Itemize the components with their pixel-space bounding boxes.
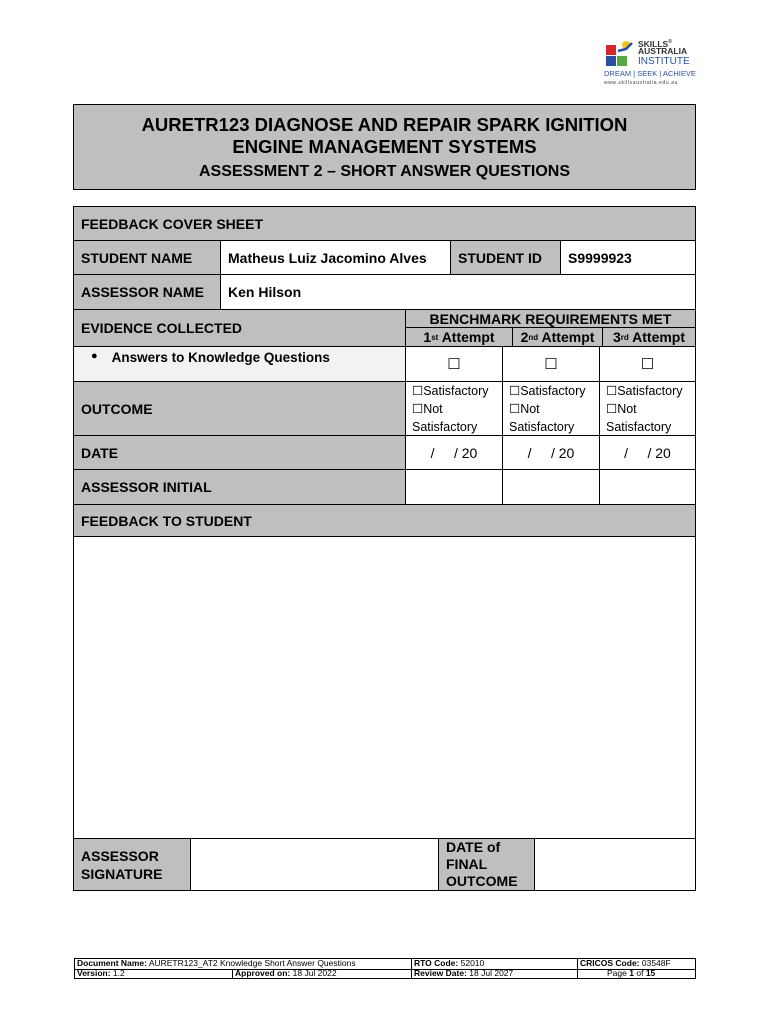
review-value: 18 Jul 2027 [469, 968, 514, 978]
logo-line2: AUSTRALIA [638, 46, 688, 56]
evidence-item [73, 346, 406, 382]
attempt-2-suffix: nd [528, 332, 539, 342]
title-line2: ENGINE MANAGEMENT SYSTEMS [232, 136, 537, 157]
title-line1: AURETR123 DIAGNOSE AND REPAIR SPARK IGNITION [141, 114, 628, 135]
cricos-value: 03548F [641, 958, 671, 968]
date-final-outcome-field[interactable] [534, 838, 696, 891]
evidence-collected-label: EVIDENCE COLLECTED [73, 309, 406, 347]
approved-label: Approved on: [235, 968, 291, 978]
outcome-3-not-satisfactory: Satisfactory [606, 419, 672, 434]
attempt-1-suffix: st [431, 332, 439, 342]
version-value: 1.2 [112, 968, 125, 978]
review-label: Review Date: [414, 968, 467, 978]
attempt-3-num: 3 [612, 329, 621, 345]
outcome-1-satisfactory[interactable]: ☐Satisfactory [412, 383, 489, 398]
attempt-1-label: Attempt [438, 329, 495, 345]
attempt-1-num: 1 [423, 329, 432, 345]
attempt-3-checkbox[interactable]: ☐ [599, 346, 696, 382]
logo-line3: INSTITUTE [638, 56, 690, 67]
logo-url: www.skillsaustralia.edu.au [604, 80, 678, 86]
outcome-3-satisfactory[interactable]: ☐Satisfactory [606, 383, 683, 398]
footer-review [414, 969, 513, 979]
page-num: 1 [629, 968, 634, 978]
assessor-name-value[interactable]: Ken Hilson [220, 274, 696, 310]
assessor-initial-label: ASSESSOR INITIAL [73, 469, 406, 505]
outcome-2-satisfactory[interactable]: ☐Satisfactory [509, 383, 586, 398]
date-label: DATE [73, 435, 406, 470]
feedback-to-student-label: FEEDBACK TO STUDENT [73, 504, 696, 537]
date-final-line2: FINAL [446, 856, 488, 872]
student-name-value[interactable]: Matheus Luiz Jacomino Alves [220, 240, 451, 275]
date-final-line3: OUTCOME [446, 873, 518, 889]
student-id-label: STUDENT ID [450, 240, 561, 275]
page-label: Page [607, 968, 627, 978]
outcome-1-not[interactable]: ☐Not [412, 401, 443, 416]
doc-name-value: AURETR123_AT2 Knowledge Short Answer Questions [148, 958, 356, 968]
footer [74, 958, 696, 979]
assessor-initial-2[interactable] [502, 469, 600, 505]
attempt-3-suffix: rd [620, 332, 629, 342]
rto-value: 52010 [460, 958, 485, 968]
outcome-2-not[interactable]: ☐Not [509, 401, 540, 416]
outcome-2-not-satisfactory: Satisfactory [509, 419, 575, 434]
assessor-initial-3[interactable] [599, 469, 696, 505]
attempt-3-header [602, 327, 696, 347]
version-label: Version: [77, 968, 111, 978]
assessor-signature-field[interactable] [190, 838, 439, 891]
of-label: of [636, 968, 644, 978]
title-box [73, 104, 696, 190]
doc-name-label: Document Name: [77, 958, 147, 968]
student-id-value[interactable]: S9999923 [560, 240, 696, 275]
logo-tagline: DREAM | SEEK | ACHIEVE [604, 69, 696, 78]
date-final-line1: DATE of [446, 839, 501, 855]
signature-label-line1: ASSESSOR [81, 847, 159, 864]
feedback-cover-header: FEEDBACK COVER SHEET [73, 206, 696, 241]
logo-reg: ® [668, 39, 672, 45]
footer-version [77, 969, 125, 979]
outcome-1-not-satisfactory: Satisfactory [412, 419, 478, 434]
outcome-label: OUTCOME [73, 381, 406, 436]
page-total: 15 [645, 968, 656, 978]
assessor-name-label: ASSESSOR NAME [73, 274, 221, 310]
outcome-3-not[interactable]: ☐Not [606, 401, 637, 416]
assessor-signature-label [73, 838, 191, 891]
logo [604, 38, 704, 92]
feedback-text-area[interactable] [73, 536, 696, 839]
footer-approved [235, 969, 337, 979]
logo-line1: SKILLS [638, 38, 669, 49]
attempt-3-label: Attempt [628, 329, 686, 345]
student-name-label: STUDENT NAME [73, 240, 221, 275]
benchmark-label: BENCHMARK REQUIREMENTS MET [405, 309, 696, 328]
evidence-item-text: Answers to Knowledge Questions [111, 350, 330, 365]
cricos-label: CRICOS Code: [580, 958, 640, 968]
attempt-2-num: 2 [520, 329, 529, 345]
attempt-1-header [405, 327, 513, 347]
title-line3: ASSESSMENT 2 – SHORT ANSWER QUESTIONS [198, 163, 570, 180]
assessor-initial-1[interactable] [405, 469, 503, 505]
outcome-attempt-2[interactable] [502, 381, 600, 436]
logo-figure-icon [604, 39, 636, 69]
signature-label-line2: SIGNATURE [81, 865, 163, 882]
rto-label: RTO Code: [414, 958, 459, 968]
outcome-attempt-1[interactable] [405, 381, 503, 436]
bullet-icon: ● [91, 350, 98, 362]
attempt-2-label: Attempt [538, 329, 595, 345]
footer-page [607, 969, 655, 979]
attempt-2-checkbox[interactable]: ☐ [502, 346, 600, 382]
approved-value: 18 Jul 2022 [292, 968, 337, 978]
date-attempt-3[interactable]: / / 20 [599, 435, 696, 470]
date-final-outcome-label [438, 838, 535, 891]
date-attempt-2[interactable]: / / 20 [502, 435, 600, 470]
date-attempt-1[interactable]: / / 20 [405, 435, 503, 470]
attempt-2-header [512, 327, 603, 347]
attempt-1-checkbox[interactable]: ☐ [405, 346, 503, 382]
outcome-attempt-3[interactable] [599, 381, 696, 436]
